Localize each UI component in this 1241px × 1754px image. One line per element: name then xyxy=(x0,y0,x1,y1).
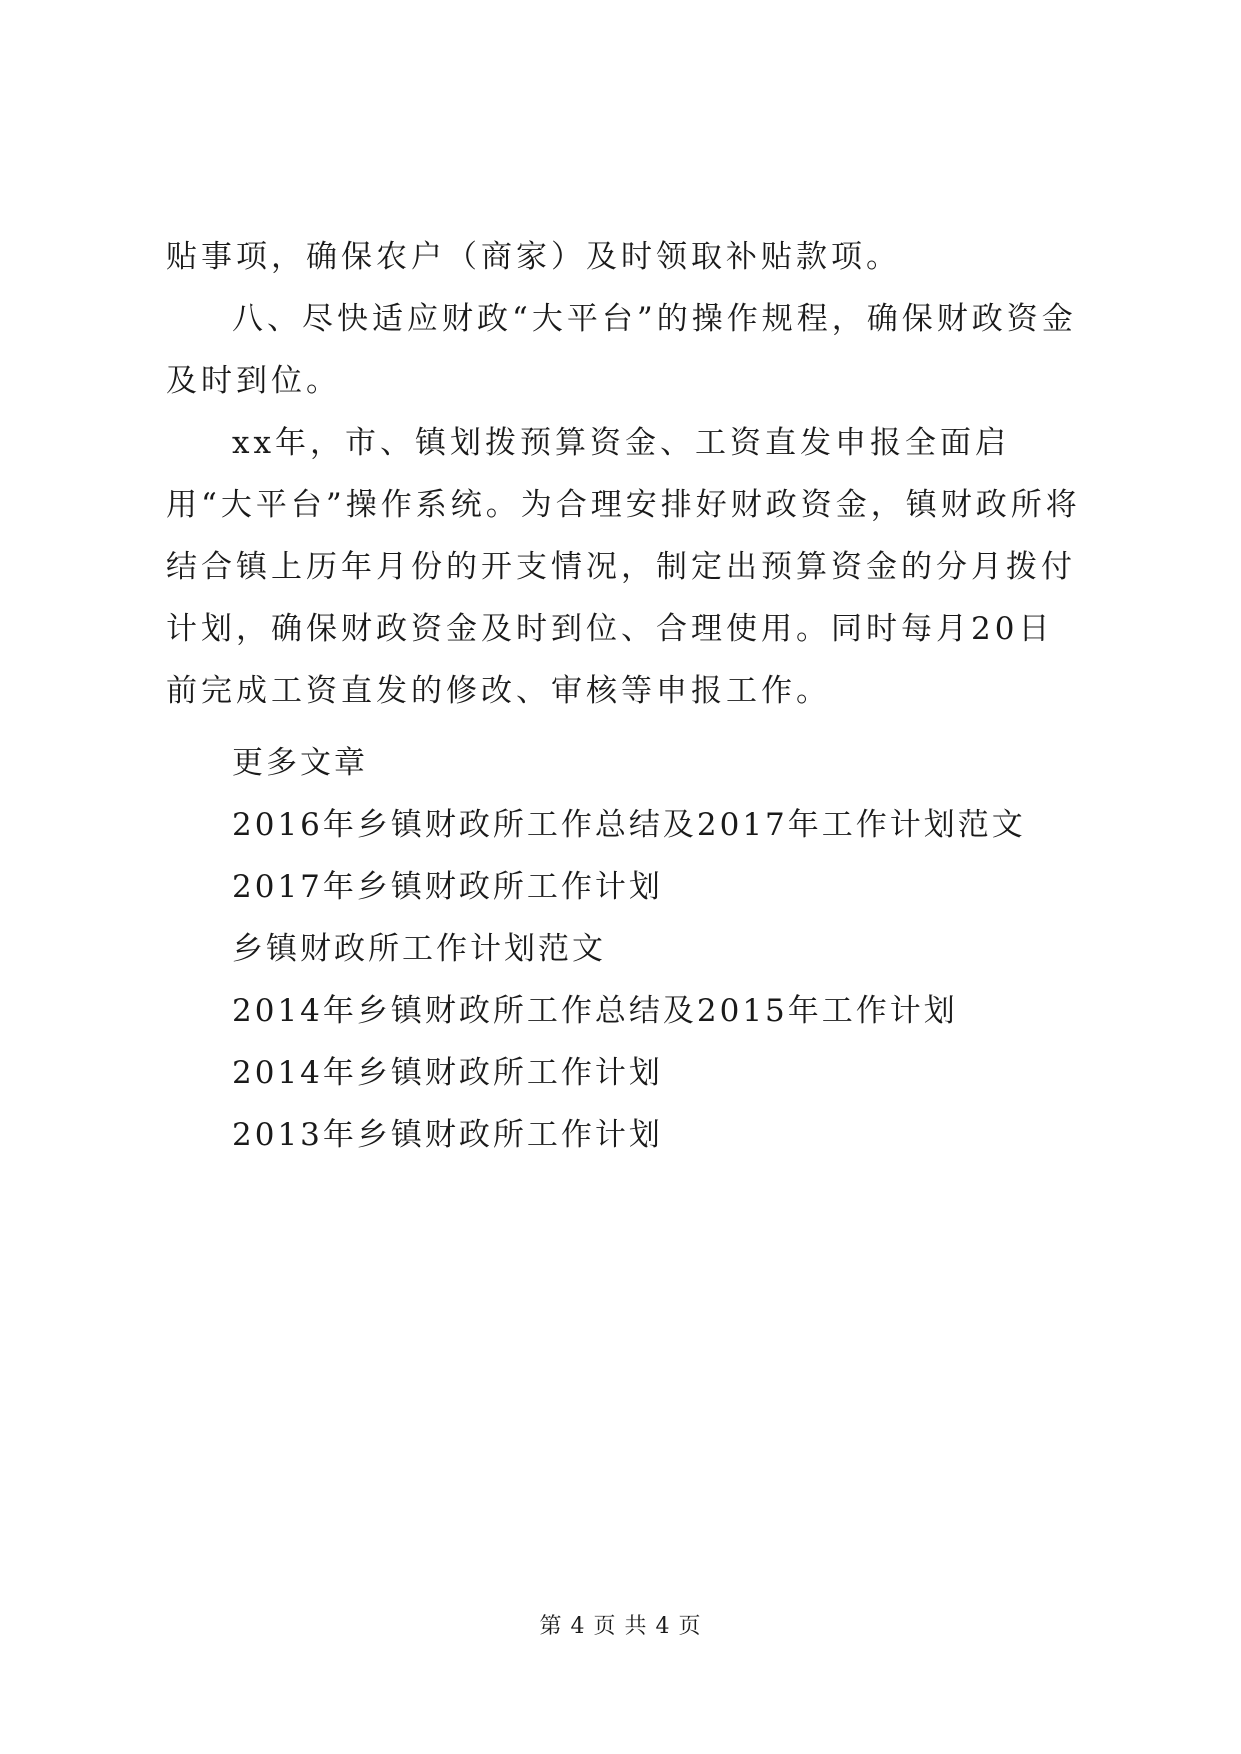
article-link[interactable]: 2016年乡镇财政所工作总结及2017年工作计划范文 xyxy=(232,807,1026,843)
paragraph-section-eight: 八、尽快适应财政“大平台”的操作规程，确保财政资金及时到位。 xyxy=(166,301,1077,399)
article-link[interactable]: 2014年乡镇财政所工作总结及2015年工作计划 xyxy=(232,993,958,1029)
article-link[interactable]: 2013年乡镇财政所工作计划 xyxy=(232,1117,663,1153)
more-articles-heading: 更多文章 xyxy=(232,745,368,781)
article-link[interactable]: 2014年乡镇财政所工作计划 xyxy=(232,1055,663,1091)
paragraph-continuation: 贴事项，确保农户（商家）及时领取补贴款项。 xyxy=(166,239,901,275)
paragraph-platform: xx年，市、镇划拨预算资金、工资直发申报全面启用“大平台”操作系统。为合理安排好财政资金，镇财政所将结合镇上历年月份的开支情况，制定出预算资金的分月拨付计划，确保财政资金及时到位、合理使用。同时每月20日前完成工资直发的修改、审核等申报工作。 xyxy=(166,425,1081,709)
article-link[interactable]: 2017年乡镇财政所工作计划 xyxy=(232,869,663,905)
document-body xyxy=(166,226,1086,722)
more-articles xyxy=(232,732,1026,1166)
page-number-footer: 第 4 页 共 4 页 xyxy=(539,1614,702,1639)
article-link[interactable]: 乡镇财政所工作计划范文 xyxy=(232,931,606,967)
